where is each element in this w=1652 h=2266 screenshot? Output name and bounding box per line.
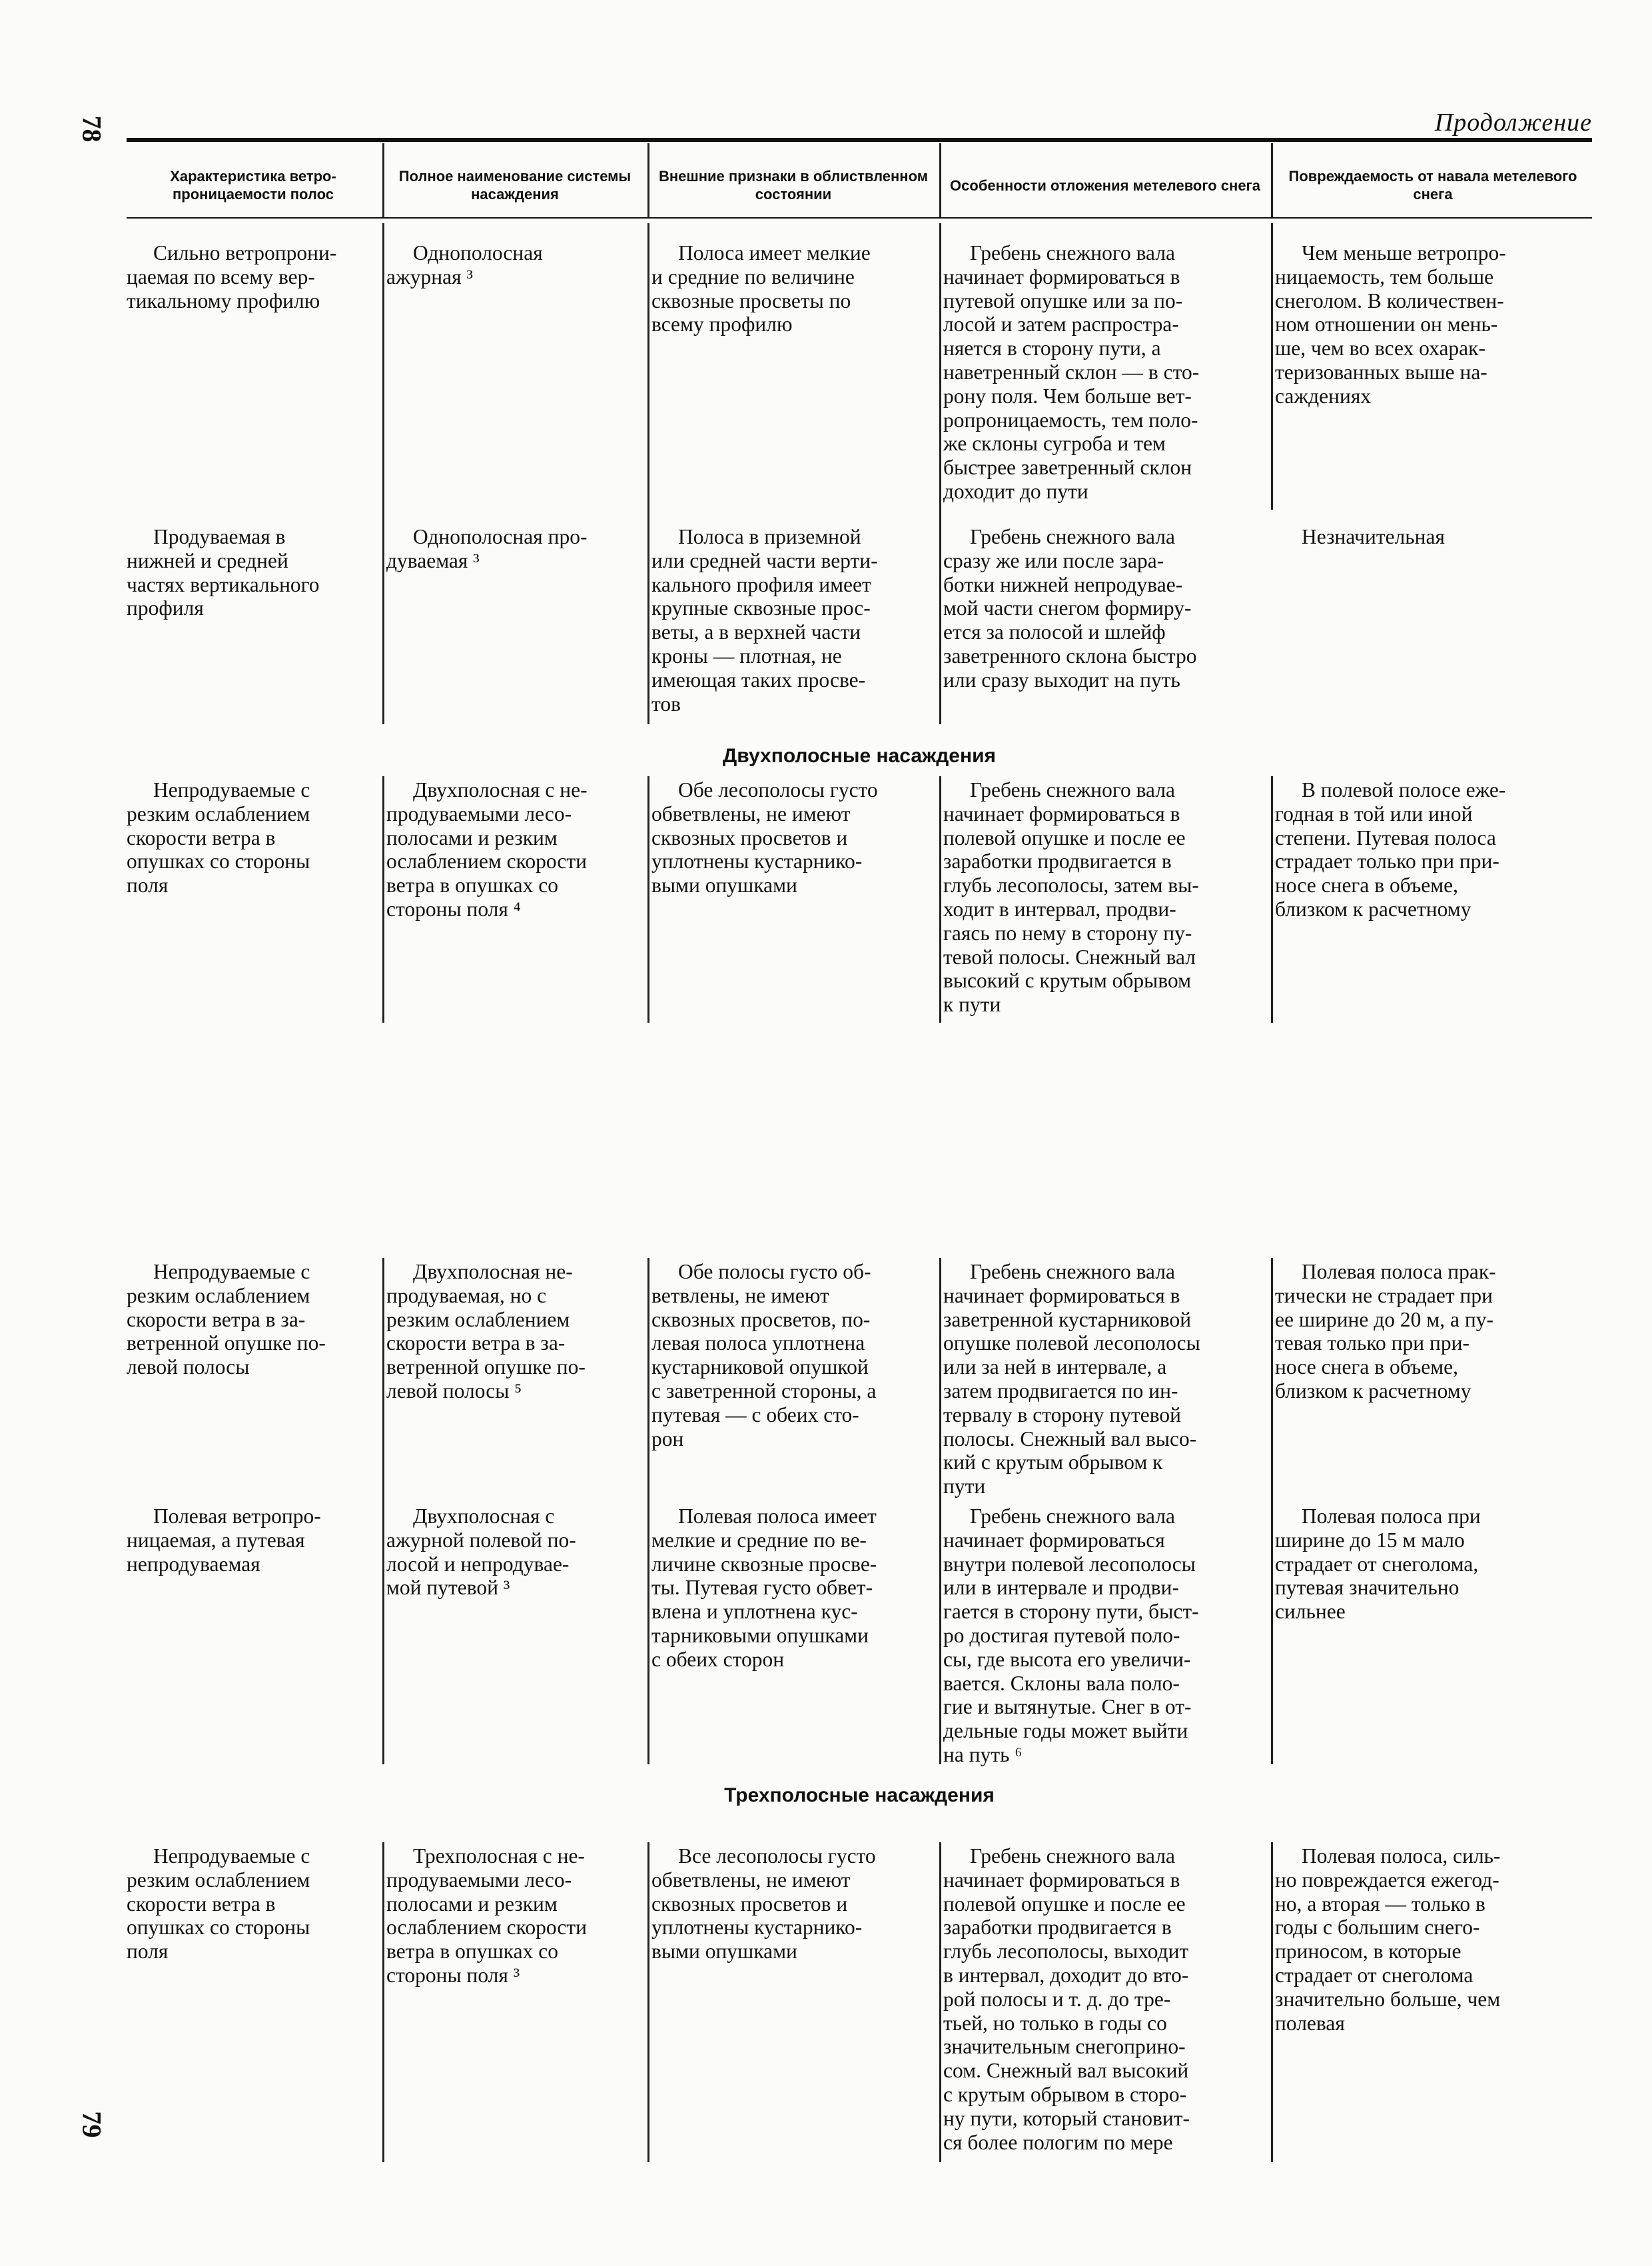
- column-divider: [382, 1842, 384, 2162]
- row-0-damage: Чем меньше ветропро- ницаемость, тем больше снеголом. В количествен- ном отношении он мень- ше, чем во всех охарак- теризованных выше на- саждениях: [1275, 241, 1506, 408]
- row-1-external-signs: Полоса в приземной или средней части верти- кального профиля имеет крупные сквозные прос- веты, а в верхней части кроны — плотная, не имеющая таких просве- тов: [651, 525, 878, 716]
- column-divider: [1271, 1842, 1273, 2162]
- row-4-system-name: Двухполосная с ажурной полевой по- лосой и непродувае- мой путевой ³: [386, 1504, 576, 1600]
- row-3-system-name: Двухполосная не- продуваемая, но с резким ослаблением скорости ветра в за- ветренной опушке по- левой полосы ⁵: [386, 1260, 586, 1403]
- column-divider: [382, 223, 384, 724]
- column-divider: [939, 776, 941, 1023]
- row-2-external-signs: Обе лесополосы густо обветвлены, не имеют сквозных просветов и уплотнены кустарнико- выми опушками: [651, 778, 878, 897]
- row-2-snow-deposition: Гребень снежного вала начинает формироваться в полевой опушке и после ее заработки продвигается в глубь лесополосы, затем вы- ходит в интервал, продви- гаясь по нему в сторону пу- тевой полосы. Снежный вал высокий с крутым обрывом к пути: [943, 778, 1199, 1017]
- row-1-system-name: Однополосная про- дуваемая ³: [386, 525, 588, 572]
- row-1-snow-deposition: Гребень снежного вала сразу же или после зара- ботки нижней непродувае- мой части снегом формиру- ется за полосой и шлейф заветренного склона быстро или сразу выходит на путь: [943, 525, 1197, 692]
- row-1-permeability: Продуваемая в нижней и средней частях вертикального профиля: [127, 525, 320, 620]
- section-three-strip: Трехполосные насаждения: [724, 1784, 995, 1806]
- header-divider: [1271, 143, 1273, 217]
- column-divider: [1271, 1258, 1273, 1764]
- top-rule: [127, 138, 1592, 142]
- column-divider: [939, 1842, 941, 2162]
- row-2-damage: В полевой полосе еже- годная в той или иной степени. Путевая полоса страдает только при при- носе снега в объеме, близком к расчетному: [1275, 778, 1506, 921]
- column-divider: [647, 1258, 649, 1764]
- column-divider: [647, 1842, 649, 2162]
- column-divider: [939, 223, 941, 724]
- header-external-signs: Внешние признаки в облиствленном состоянии: [658, 168, 929, 203]
- row-4-external-signs: Полевая полоса имеет мелкие и средние по ве- личине сквозные просве- ты. Путевая густо обвет- влена и уплотнена кус- тарниковыми опушками с обеих сторон: [651, 1504, 877, 1671]
- row-5-snow-deposition: Гребень снежного вала начинает формироваться в полевой опушке и после ее заработки продвигается в глубь лесополосы, выходит в интервал, доходит до вто- рой полосы и т. д. до тре- тьей, но только в годы со значительным снегоприно- сом. Снежный вал высокий с крутым обрывом в сторо- ну пути, который становит- ся более пологим по мере: [943, 1844, 1190, 2154]
- row-0-external-signs: Полоса имеет мелкие и средние по величине сквозные просветы по всему профилю: [651, 241, 871, 336]
- column-divider: [939, 1258, 941, 1764]
- row-5-damage: Полевая полоса, силь- но повреждается ежегод- но, а вторая — только в годы с большим снего- приносом, в которые страдает от снеголома значительно больше, чем полевая: [1275, 1844, 1501, 2035]
- column-divider: [647, 776, 649, 1023]
- row-3-damage: Полевая полоса прак- тически не страдает при ее ширине до 20 м, а пу- тевая только при при- носе снега в объеме, близком к расчетному: [1275, 1260, 1496, 1403]
- row-1-damage: Незначительная: [1302, 525, 1445, 548]
- row-2-system-name: Двухполосная с не- продуваемыми лесо- полосами и резким ослаблением скорости ветра в опушках со стороны поля ⁴: [386, 778, 588, 921]
- header-divider: [382, 143, 384, 217]
- column-divider: [382, 1258, 384, 1764]
- continuation-label: Продолжение: [1434, 109, 1592, 137]
- row-0-permeability: Сильно ветропрони- цаемая по всему вер- тикальному профилю: [127, 241, 337, 312]
- row-4-permeability: Полевая ветропро- ницаемая, а путевая непродуваемая: [127, 1504, 321, 1576]
- page-number-top: 78: [77, 115, 107, 143]
- header-snow-deposition: Особенности отложения метелевого снега: [950, 177, 1260, 194]
- column-divider: [1271, 223, 1273, 510]
- header-divider: [647, 143, 649, 217]
- row-0-snow-deposition: Гребень снежного вала начинает формироваться в путевой опушке или за по- лосой и затем распростра- няется в сторону пути, а наветренный склон — в сто- рону поля. Чем больше вет- ропроницаемость, тем поло- же склоны сугроба и тем быстрее заветренный склон доходит до пути: [943, 241, 1200, 503]
- row-2-permeability: Непродуваемые с резким ослаблением скорости ветра в опушках со стороны поля: [127, 778, 310, 897]
- header-divider: [939, 143, 941, 217]
- row-5-permeability: Непродуваемые с резким ослаблением скорости ветра в опушках со стороны поля: [127, 1844, 310, 1964]
- row-4-damage: Полевая полоса при ширине до 15 м мало страдает от снеголома, путевая значительно сильнее: [1275, 1504, 1481, 1624]
- page-number-bottom: 79: [77, 2111, 107, 2138]
- header-damage: Повреждаемость от навала метелевого снега: [1288, 168, 1577, 203]
- row-3-permeability: Непродуваемые с резким ослаблением скорости ветра в за- ветренной опушке по- левой полосы: [127, 1260, 326, 1379]
- section-two-strip: Двухполосные насаждения: [722, 745, 997, 767]
- column-divider: [1271, 776, 1273, 1023]
- row-5-system-name: Трехполосная с не- продуваемыми лесо- полосами и резким ослаблением скорости ветра в опушках со стороны поля ³: [386, 1844, 587, 1987]
- row-3-snow-deposition: Гребень снежного вала начинает формироваться в заветренной кустарниковой опушке полевой лесополосы или за ней в интервале, а затем продвигается по ин- тервалу в сторону путевой полосы. Снежный вал высо- кий с крутым обрывом к пути: [943, 1260, 1200, 1498]
- row-0-system-name: Однополосная ажурная ³: [386, 241, 543, 288]
- column-divider: [382, 776, 384, 1023]
- row-3-external-signs: Обе полосы густо об- ветвлены, не имеют сквозных просветов, по- левая полоса уплотнена кустарниковой опушкой с заветренной стороны, а путевая — с обеих сто- рон: [651, 1260, 877, 1450]
- header-rule: [127, 217, 1592, 219]
- row-4-snow-deposition: Гребень снежного вала начинает формироваться внутри полевой лесополосы или в интервале и продви- гается в сторону пути, быст- ро достигая путевой поло- сы, где высота его увеличи- вается. Склоны вала поло- гие и вытянутые. Снег в от- дельные годы может выйти на путь ⁶: [943, 1504, 1199, 1766]
- row-5-external-signs: Все лесополосы густо обветвлены, не имеют сквозных просветов и уплотнены кустарнико- выми опушками: [651, 1844, 876, 1964]
- header-system-name: Полное наименование системы насаждения: [398, 168, 631, 203]
- column-divider: [647, 223, 649, 724]
- header-permeability: Характеристика ветро- проницаемости полос: [170, 168, 336, 203]
